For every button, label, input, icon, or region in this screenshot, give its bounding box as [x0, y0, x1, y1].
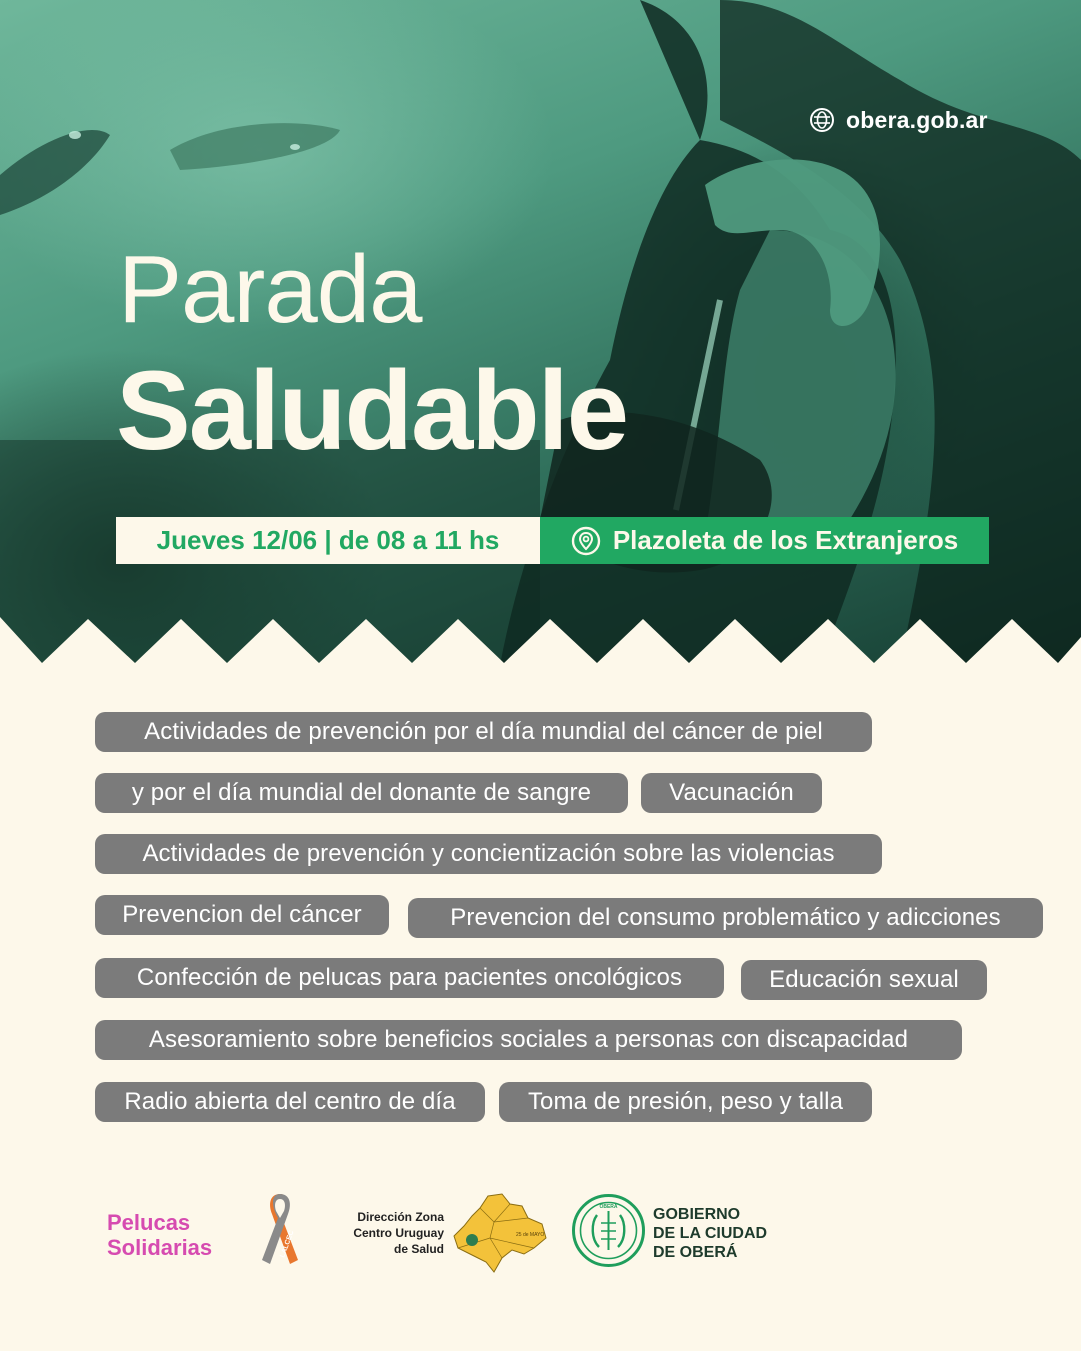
direccion-line-1: Dirección Zona — [357, 1210, 444, 1224]
activity-pill: Prevencion del consumo problemático y adicciones — [408, 898, 1043, 938]
globe-icon — [810, 108, 834, 132]
event-place — [540, 517, 989, 564]
activity-pill: Radio abierta del centro de día — [95, 1082, 485, 1122]
activity-pill: Educación sexual — [741, 960, 987, 1000]
location-pin-icon — [571, 526, 601, 556]
gobierno-obera-logo — [653, 1205, 803, 1262]
seal-text: OBERÁ — [599, 1204, 618, 1210]
activity-pill: Confección de pelucas para pacientes oncológicos — [95, 958, 724, 998]
activity-pill: Actividades de prevención por el día mundial del cáncer de piel — [95, 712, 872, 752]
activity-pill: Vacunación — [641, 773, 822, 813]
activity-pill: Actividades de prevención y concientización sobre las violencias — [95, 834, 882, 874]
hero-banner — [0, 0, 1081, 665]
direccion-line-2: Centro Uruguay — [353, 1226, 444, 1240]
direccion-zona-logo — [330, 1209, 444, 1257]
activity-pill: Prevencion del cáncer — [95, 895, 389, 935]
oberá-city-seal-icon — [571, 1193, 646, 1268]
title-line-1: Parada — [118, 236, 422, 343]
title-line-2: Saludable — [116, 348, 628, 473]
pelucas-line-2: Solidarias — [107, 1235, 213, 1260]
lalcec-ribbon-logo — [260, 1190, 300, 1268]
gobierno-line-1: GOBIERNO — [653, 1206, 741, 1223]
website-badge[interactable] — [810, 104, 988, 136]
gobierno-line-3: DE OBERÁ — [653, 1244, 738, 1261]
map-label: 25 de MAYO — [516, 1232, 545, 1238]
pelucas-line-1: Pelucas — [107, 1210, 191, 1235]
lalcec-text: LALCEC — [279, 1229, 296, 1259]
pelucas-solidarias-logo — [107, 1210, 237, 1260]
activity-pill: Toma de presión, peso y talla — [499, 1082, 872, 1122]
website-text: obera.gob.ar — [846, 106, 988, 133]
activity-pill: y por el día mundial del donante de sangre — [95, 773, 628, 813]
activity-pill: Asesoramiento sobre beneficios sociales a personas con discapacidad — [95, 1020, 962, 1060]
direccion-line-3: de Salud — [393, 1242, 444, 1256]
event-date: Jueves 12/06 | de 08 a 11 hs — [116, 517, 540, 564]
zigzag-divider — [0, 615, 1081, 665]
event-place-text: Plazoleta de los Extranjeros — [612, 525, 959, 555]
zona-centro-map-icon — [450, 1192, 550, 1274]
gobierno-line-2: DE LA CIUDAD — [653, 1225, 768, 1242]
